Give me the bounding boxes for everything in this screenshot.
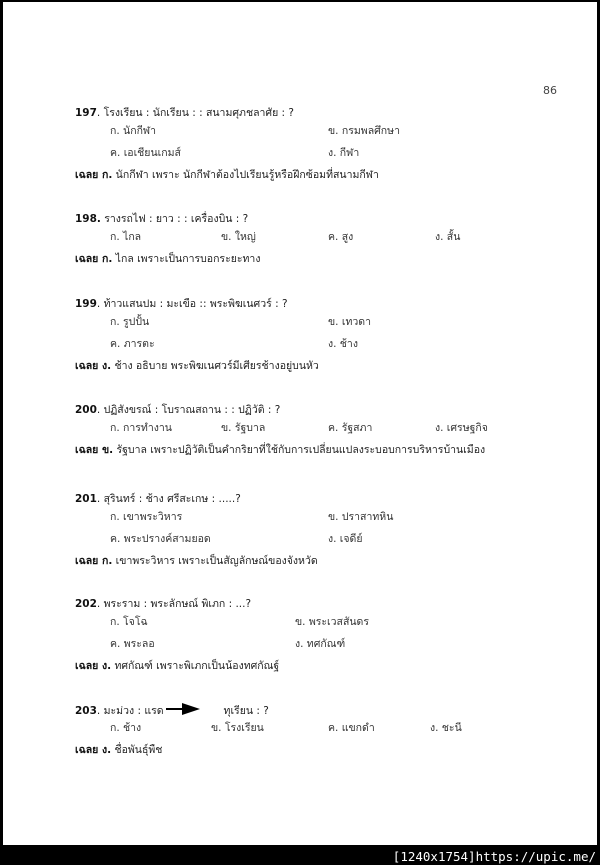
option-b: ข. โรงเรียน <box>211 722 264 734</box>
question-prompt: 199. ท้าวแสนปม : มะเขือ :: พระพิฆเนศวร์ : ? <box>75 298 288 310</box>
option-a: ก. นักกีฬา <box>110 125 156 137</box>
question-200 <box>75 403 575 457</box>
option-a: ก. โจโฉ <box>110 616 148 628</box>
page-number: 86 <box>543 84 557 97</box>
option-a: ก. รูปปั้น <box>110 316 150 328</box>
option-c: ค. เอเชียนเกมส์ <box>110 147 181 159</box>
option-a: ก. ไกล <box>110 231 142 243</box>
answer: เฉลย ง. ชื่อพันธุ์พืช <box>75 744 163 756</box>
question-201 <box>75 492 575 568</box>
option-b: ข. เทวดา <box>328 316 371 328</box>
options-row <box>75 417 575 439</box>
image-host-watermark: [1240x1754]https://upic.me/ <box>392 849 596 864</box>
option-d: ง. เศรษฐกิจ <box>435 422 488 434</box>
options-row <box>75 506 575 528</box>
question-203 <box>75 703 575 757</box>
option-b: ข. ปราสาทหิน <box>328 511 394 523</box>
question-202 <box>75 597 575 673</box>
question-prompt: 197. โรงเรียน : นักเรียน : : สนามศุภชลาศัย : ? <box>75 107 295 119</box>
question-199 <box>75 297 575 373</box>
options-row <box>75 226 575 248</box>
question-prompt: 198. รางรถไฟ : ยาว : : เครื่องบิน : ? <box>75 213 249 225</box>
question-198 <box>75 212 575 266</box>
option-c: ค. แขกดำ <box>328 722 375 734</box>
option-a: ก. เขาพระวิหาร <box>110 511 183 523</box>
option-d: ง. เจดีย์ <box>328 533 363 545</box>
question-prompt: 201. สุรินทร์ : ช้าง ศรีสะเกษ : .....? <box>75 493 241 505</box>
document-page <box>3 2 597 845</box>
option-c: ค. พระลอ <box>110 638 155 650</box>
options-row <box>75 528 575 550</box>
question-197 <box>75 106 575 182</box>
options-row <box>75 717 575 739</box>
options-row <box>75 633 575 655</box>
question-prompt: 202. พระราม : พระลักษณ์ พิเภก : ...? <box>75 598 252 610</box>
options-row <box>75 333 575 355</box>
answer: เฉลย ข. รัฐบาล เพราะปฏิวัติเป็นคำกริยาที่ใช้กับการเปลี่ยนแปลงระบอบการบริหารบ้านเมือง <box>75 444 486 456</box>
question-prompt: 203. มะม่วง : แรด ทุเรียน : ? <box>75 705 269 717</box>
answer: เฉลย ก. ไกล เพราะเป็นการบอกระยะทาง <box>75 253 261 265</box>
option-a: ก. การทำงาน <box>110 422 172 434</box>
answer: เฉลย ก. เขาพระวิหาร เพราะเป็นสัญลักษณ์ของจังหวัด <box>75 555 318 567</box>
option-b: ข. พระเวสสันดร <box>295 616 369 628</box>
option-d: ง. กีฬา <box>328 147 360 159</box>
option-b: ข. ใหญ่ <box>221 231 256 243</box>
option-c: ค. พระปรางค์สามยอด <box>110 533 211 545</box>
question-prompt: 200. ปฏิสังขรณ์ : โบราณสถาน : : ปฏิวัติ : ? <box>75 404 281 416</box>
answer: เฉลย ก. นักกีฬา เพราะ นักกีฬาต้องไปเรียนรู้หรือฝึกซ้อมที่สนามกีฬา <box>75 169 379 181</box>
option-d: ง. สั้น <box>435 231 461 243</box>
option-b: ข. กรมพลศึกษา <box>328 125 400 137</box>
option-c: ค. รัฐสภา <box>328 422 373 434</box>
answer: เฉลย ง. ทศกัณฑ์ เพราะพิเภกเป็นน้องทศกัณฐ์ <box>75 660 280 672</box>
answer: เฉลย ง. ช้าง อธิบาย พระพิฆเนศวร์มีเศียรช้างอยู่บนหัว <box>75 360 319 372</box>
option-d: ง. ชะนี <box>430 722 462 734</box>
option-d: ง. ช้าง <box>328 338 358 350</box>
options-row <box>75 611 575 633</box>
options-row <box>75 142 575 164</box>
option-c: ค. สูง <box>328 231 354 243</box>
option-b: ข. รัฐบาล <box>221 422 266 434</box>
option-a: ก. ช้าง <box>110 722 142 734</box>
option-c: ค. ภารตะ <box>110 338 155 350</box>
options-row <box>75 311 575 333</box>
option-d: ง. ทศกัณฑ์ <box>295 638 346 650</box>
options-row <box>75 120 575 142</box>
